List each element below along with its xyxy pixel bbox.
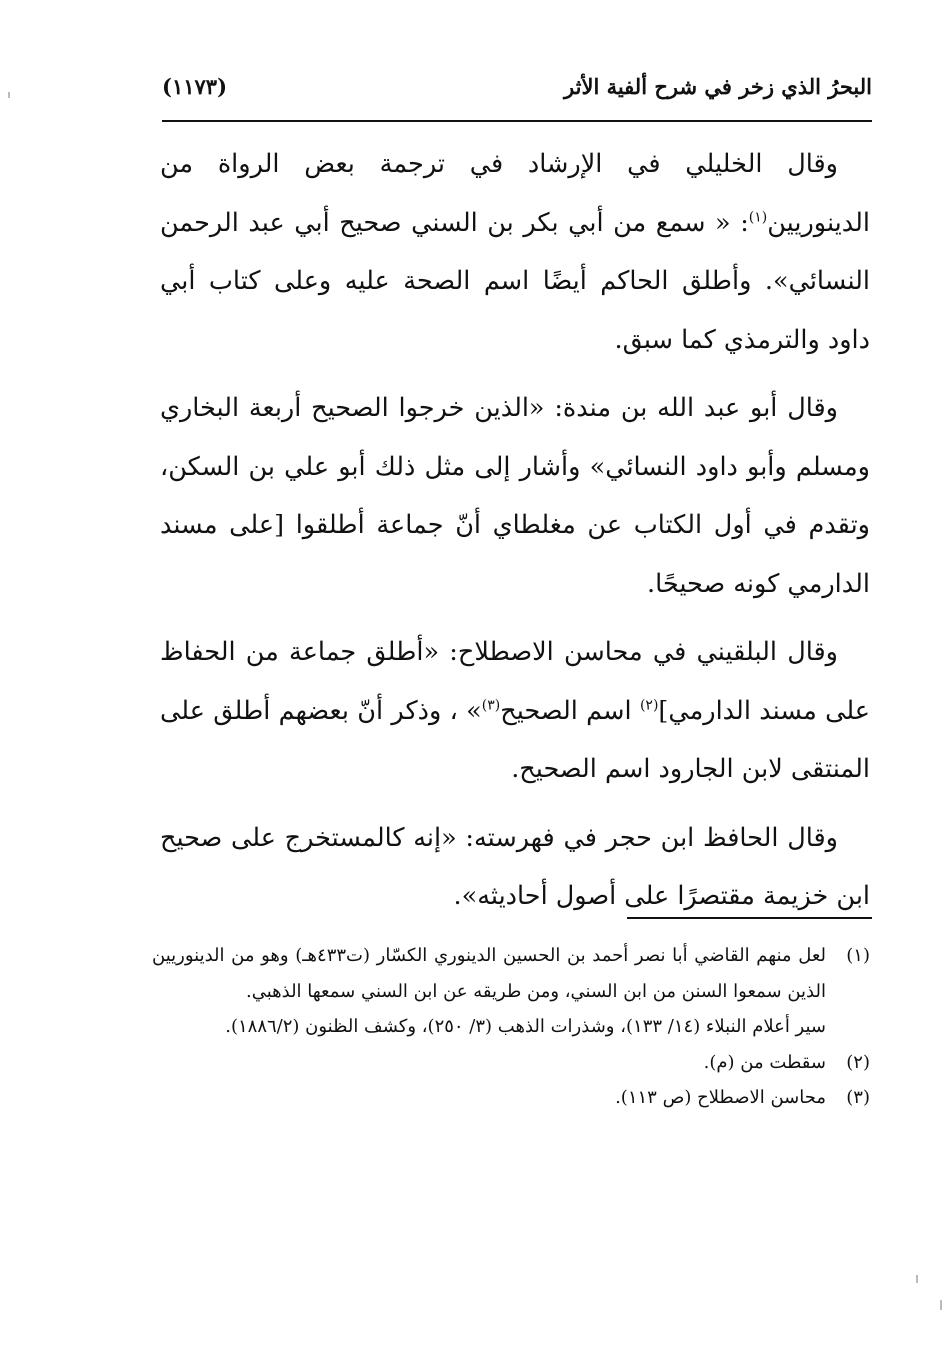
footnote-divider <box>627 917 872 919</box>
footnote-3 <box>152 1080 870 1116</box>
footnote-number: (٣) <box>846 1087 870 1108</box>
footnote-text: لعل منهم القاضي أبا نصر أحمد بن الحسين الدينوري الكسّار (ت٤٣٣هـ) وهو من الدينوريين الذين سمعوا السنن من ابن السني، ومن طريقه عن ابن السني سمعها الذهبي. <box>152 945 826 1002</box>
footnote-text: محاسن الاصطلاح (ص ١١٣). <box>615 1087 826 1108</box>
footnote-number: (٢) <box>846 1051 870 1073</box>
paragraph-4: وقال الحافظ ابن حجر في فهرسته: «إنه كالمستخرج على صحيح ابن خزيمة مقتصرًا على أصول أحاديثه». <box>160 822 870 911</box>
paragraph-2: وقال أبو عبد الله بن مندة: «الذين خرجوا الصحيح أربعة البخاري ومسلم وأبو داود النسائي» وأشار إلى مثل ذلك أبو علي بن السكن، وتقدم في أول الكتاب عن مغلطاي أنّ جماعة أطلقوا [على مسند الدارمي كونه صحيحًا. <box>160 393 870 599</box>
footnote-ref-3[interactable]: (٣) <box>481 697 501 713</box>
footnote-text: سير أعلام النبلاء (١٤/ ١٣٣)، وشذرات الذهب (٣/ ٢٥٠)، وكشف الظنون (١٨٨٦/٢). <box>225 1016 826 1037</box>
header-divider <box>162 120 872 122</box>
footnote-1 <box>152 938 870 1009</box>
scan-mark <box>940 1300 942 1310</box>
scan-mark <box>916 1275 918 1283</box>
main-text <box>160 135 870 926</box>
scan-mark <box>8 92 10 98</box>
running-header <box>162 66 872 106</box>
paragraph-1: وقال الخليلي في الإرشاد في ترجمة بعض الرواة من الدينوريين$^{(١)}$: « سمع من أبي بكر بن السني صحيح أبي عبد الرحمن النسائي». وأطلق الحاكم أيضًا اسم الصحة عليه وعلى كتاب أبي داود والترمذي كما سبق. <box>160 149 870 355</box>
footnote-ref-2[interactable]: (٢) <box>639 697 659 713</box>
page-number: (١١٧٣) <box>162 73 227 99</box>
book-title: البحرُ الذي زخر في شرح ألفية الأثر <box>564 73 872 99</box>
footnote-ref-1[interactable]: (١) <box>748 209 768 225</box>
footnotes <box>152 938 870 1116</box>
footnote-1-sources <box>152 1009 870 1045</box>
footnote-text: سقطت من (م). <box>703 1051 826 1073</box>
paragraph-3: وقال البلقيني في محاسن الاصطلاح: «أطلق جماعة من الحفاظ على مسند الدارمي]$^{(٢)}$ اسم الصحيح$^{(٣)}$» ، وذكر أنّ بعضهم أطلق على المنتقى لابن الجارود اسم الصحيح. <box>160 637 870 784</box>
footnote-2 <box>152 1045 870 1081</box>
footnote-number: (١) <box>846 945 870 966</box>
